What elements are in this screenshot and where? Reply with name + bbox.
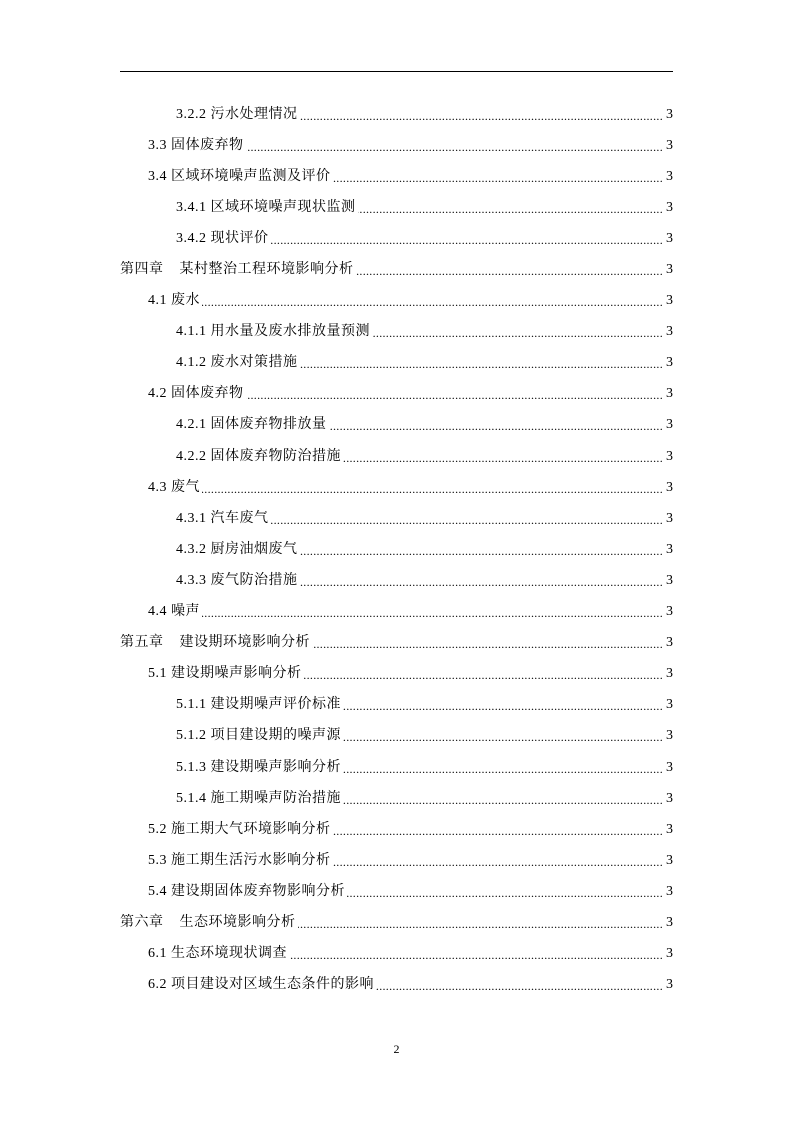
toc-entry-page: 3: [666, 635, 673, 651]
toc-entry-title: 现状评价: [210, 230, 269, 246]
toc-entry-number: 3.4: [148, 168, 167, 184]
dot-leader: [289, 944, 663, 964]
toc-entry-label: [176, 726, 341, 746]
toc-entry[interactable]: [120, 379, 673, 410]
toc-entry-title: 区域环境噪声现状监测: [210, 199, 356, 215]
toc-entry-page: 3: [666, 324, 673, 340]
toc-entry-number: 3.2.2: [176, 106, 207, 122]
toc-entry[interactable]: [120, 223, 673, 254]
toc-entry-number: 4.3.2: [176, 541, 207, 557]
toc-entry-page: 3: [666, 137, 673, 153]
toc-entry-page: 3: [666, 199, 673, 215]
toc-entry-title: 生态环境影响分析: [179, 914, 296, 930]
toc-entry-number: 6.1: [148, 946, 167, 962]
toc-entry-title: 汽车废气: [210, 510, 269, 526]
toc-entry-label: [120, 913, 296, 933]
toc-entry-label: [148, 291, 200, 311]
toc-entry-number: 第四章: [120, 262, 164, 278]
toc-entry-label: [176, 695, 341, 715]
toc-entry-title: 污水处理情况: [210, 106, 298, 122]
toc-entry-label: [148, 602, 200, 622]
toc-entry-number: 4.1.2: [176, 355, 207, 371]
toc-entry-label: [176, 322, 370, 342]
toc-entry-title: 废水: [171, 293, 200, 309]
toc-entry-title: 固体废弃物: [171, 137, 244, 153]
toc-entry[interactable]: [120, 814, 673, 845]
toc-entry-page: 3: [666, 386, 673, 402]
toc-entry-number: 5.1.3: [176, 759, 207, 775]
page-number: 2: [393, 1042, 400, 1056]
toc-entry-title: 项目建设对区域生态条件的影响: [171, 977, 374, 993]
dot-leader: [372, 322, 663, 342]
toc-entry-page: 3: [666, 821, 673, 837]
dot-leader: [329, 415, 664, 435]
toc-entry-number: 5.1.2: [176, 728, 207, 744]
toc-entry-title: 区域环境噪声监测及评价: [171, 168, 331, 184]
toc-entry-page: 3: [666, 262, 673, 278]
toc-entry-page: 3: [666, 541, 673, 557]
toc-entry-label: [148, 851, 331, 871]
toc-entry-number: 5.4: [148, 883, 167, 899]
toc-entry-title: 施工期噪声防治措施: [210, 790, 341, 806]
toc-entry-page: 3: [666, 666, 673, 682]
toc-entry[interactable]: [120, 534, 673, 565]
toc-entry-label: [148, 136, 244, 156]
header-rule: [120, 71, 673, 72]
dot-leader: [333, 851, 664, 871]
toc-entry-title: 废气防治措施: [210, 572, 298, 588]
toc-entry-title: 施工期生活污水影响分析: [171, 852, 331, 868]
toc-entry-number: 4.4: [148, 604, 167, 620]
dot-leader: [300, 571, 664, 591]
toc-entry[interactable]: [120, 410, 673, 441]
toc-entry-number: 5.3: [148, 852, 167, 868]
toc-entry-label: [148, 664, 302, 684]
toc-entry-label: [176, 789, 341, 809]
toc-entry-title: 施工期大气环境影响分析: [171, 821, 331, 837]
dot-leader: [347, 882, 663, 902]
toc-entry-label: [148, 384, 244, 404]
toc-entry-label: [176, 758, 341, 778]
toc-entry-title: 生态环境现状调查: [171, 946, 287, 962]
toc-entry-label: [148, 478, 200, 498]
dot-leader: [271, 509, 664, 529]
toc-entry-number: 4.2.1: [176, 417, 207, 433]
dot-leader: [333, 820, 664, 840]
toc-entry[interactable]: [120, 721, 673, 752]
toc-entry-title: 固体废弃物: [171, 386, 244, 402]
toc-entry-number: 4.3.1: [176, 510, 207, 526]
toc-entry-page: 3: [666, 852, 673, 868]
toc-entry-page: 3: [666, 448, 673, 464]
toc-entry-page: 3: [666, 106, 673, 122]
dot-leader: [298, 913, 664, 933]
toc-entry-label: [148, 820, 331, 840]
toc-entry-number: 4.2: [148, 386, 167, 402]
toc-entry[interactable]: [120, 192, 673, 223]
dot-leader: [202, 602, 663, 622]
toc-entry[interactable]: [120, 99, 673, 130]
toc-entry-page: 3: [666, 510, 673, 526]
toc-entry-label: [120, 633, 310, 653]
toc-entry-title: 建设期固体废弃物影响分析: [171, 883, 345, 899]
toc-entry[interactable]: [120, 472, 673, 503]
toc-entry-title: 废水对策措施: [210, 355, 298, 371]
toc-entry-number: 5.1.4: [176, 790, 207, 806]
toc-entry-number: 5.1: [148, 666, 167, 682]
toc-entry-number: 3.4.2: [176, 230, 207, 246]
toc-entry-title: 厨房油烟废气: [210, 541, 298, 557]
toc-entry-page: 3: [666, 293, 673, 309]
dot-leader: [202, 291, 663, 311]
dot-leader: [333, 167, 664, 187]
toc-entry[interactable]: [120, 317, 673, 348]
toc-entry-title: 建设期环境影响分析: [179, 635, 310, 651]
toc-entry-label: [176, 540, 298, 560]
toc-entry-label: [120, 260, 354, 280]
toc-entry[interactable]: [120, 876, 673, 907]
dot-leader: [300, 540, 664, 560]
toc-entry-label: [176, 353, 298, 373]
toc-entry-title: 固体废弃物排放量: [210, 417, 327, 433]
dot-leader: [300, 105, 664, 125]
toc-entry-label: [176, 447, 341, 467]
dot-leader: [202, 478, 663, 498]
toc-entry-label: [176, 198, 356, 218]
toc-entry-number: 4.1: [148, 293, 167, 309]
toc-entry-number: 5.1.1: [176, 697, 207, 713]
toc-chapter-entry[interactable]: [120, 907, 673, 938]
dot-leader: [343, 758, 663, 778]
dot-leader: [343, 695, 663, 715]
toc-entry-page: 3: [666, 168, 673, 184]
toc-entry[interactable]: [120, 161, 673, 192]
toc-chapter-entry[interactable]: [120, 628, 673, 659]
dot-leader: [271, 229, 664, 249]
toc-entry-title: 建设期噪声评价标准: [210, 697, 341, 713]
toc-entry[interactable]: [120, 597, 673, 628]
dot-leader: [312, 633, 663, 653]
toc-entry[interactable]: [120, 939, 673, 970]
toc-entry-label: [176, 571, 298, 591]
toc-entry[interactable]: [120, 503, 673, 534]
toc-entry[interactable]: [120, 690, 673, 721]
toc-entry-label: [148, 882, 345, 902]
toc-entry[interactable]: [120, 752, 673, 783]
dot-leader: [246, 384, 664, 404]
toc-entry-page: 3: [666, 883, 673, 899]
toc-entry-page: 3: [666, 572, 673, 588]
toc-entry-page: 3: [666, 697, 673, 713]
toc-entry-label: [148, 167, 331, 187]
toc-entry-page: 3: [666, 604, 673, 620]
toc-entry-page: 3: [666, 946, 673, 962]
toc-entry-label: [176, 229, 269, 249]
dot-leader: [246, 136, 664, 156]
dot-leader: [343, 726, 663, 746]
toc-entry[interactable]: [120, 970, 673, 1001]
toc-entry[interactable]: [120, 130, 673, 161]
toc-entry-page: 3: [666, 977, 673, 993]
dot-leader: [376, 975, 663, 995]
toc-entry-number: 第六章: [120, 914, 164, 930]
toc-entry-number: 4.2.2: [176, 448, 207, 464]
toc-entry-number: 3.4.1: [176, 199, 207, 215]
toc-entry-label: [176, 105, 298, 125]
dot-leader: [343, 447, 663, 467]
toc-entry-title: 固体废弃物防治措施: [210, 448, 341, 464]
toc-entry-title: 某村整治工程环境影响分析: [179, 262, 354, 278]
toc-entry-number: 6.2: [148, 977, 167, 993]
dot-leader: [358, 198, 664, 218]
toc-entry-page: 3: [666, 417, 673, 433]
toc-entry-title: 噪声: [171, 604, 200, 620]
toc-entry-number: 4.1.1: [176, 324, 207, 340]
toc-entry-label: [148, 975, 374, 995]
dot-leader: [343, 789, 663, 809]
toc-entry-page: 3: [666, 355, 673, 371]
dot-leader: [304, 664, 664, 684]
toc-entry-label: [176, 509, 269, 529]
toc-entry-title: 废气: [171, 479, 200, 495]
toc-entry-page: 3: [666, 790, 673, 806]
toc-entry[interactable]: [120, 441, 673, 472]
toc-entry-number: 第五章: [120, 635, 164, 651]
toc-entry-page: 3: [666, 230, 673, 246]
toc-entry-number: 5.2: [148, 821, 167, 837]
toc-entry[interactable]: [120, 286, 673, 317]
toc-entry-number: 4.3.3: [176, 572, 207, 588]
toc-entry-title: 项目建设期的噪声源: [210, 728, 341, 744]
toc-entry-page: 3: [666, 759, 673, 775]
toc-entry-page: 3: [666, 728, 673, 744]
table-of-contents: [120, 99, 673, 1001]
toc-entry-label: [148, 944, 287, 964]
dot-leader: [356, 260, 664, 280]
toc-entry[interactable]: [120, 845, 673, 876]
toc-entry[interactable]: [120, 565, 673, 596]
toc-chapter-entry[interactable]: [120, 254, 673, 285]
toc-entry-title: 建设期噪声影响分析: [171, 666, 302, 682]
toc-entry-number: 3.3: [148, 137, 167, 153]
toc-entry[interactable]: [120, 348, 673, 379]
toc-entry-page: 3: [666, 914, 673, 930]
dot-leader: [300, 353, 664, 373]
toc-entry-label: [176, 415, 327, 435]
toc-entry[interactable]: [120, 783, 673, 814]
toc-entry-page: 3: [666, 479, 673, 495]
toc-entry-title: 用水量及废水排放量预测: [210, 324, 370, 340]
toc-entry[interactable]: [120, 659, 673, 690]
toc-entry-number: 4.3: [148, 479, 167, 495]
toc-entry-title: 建设期噪声影响分析: [210, 759, 341, 775]
